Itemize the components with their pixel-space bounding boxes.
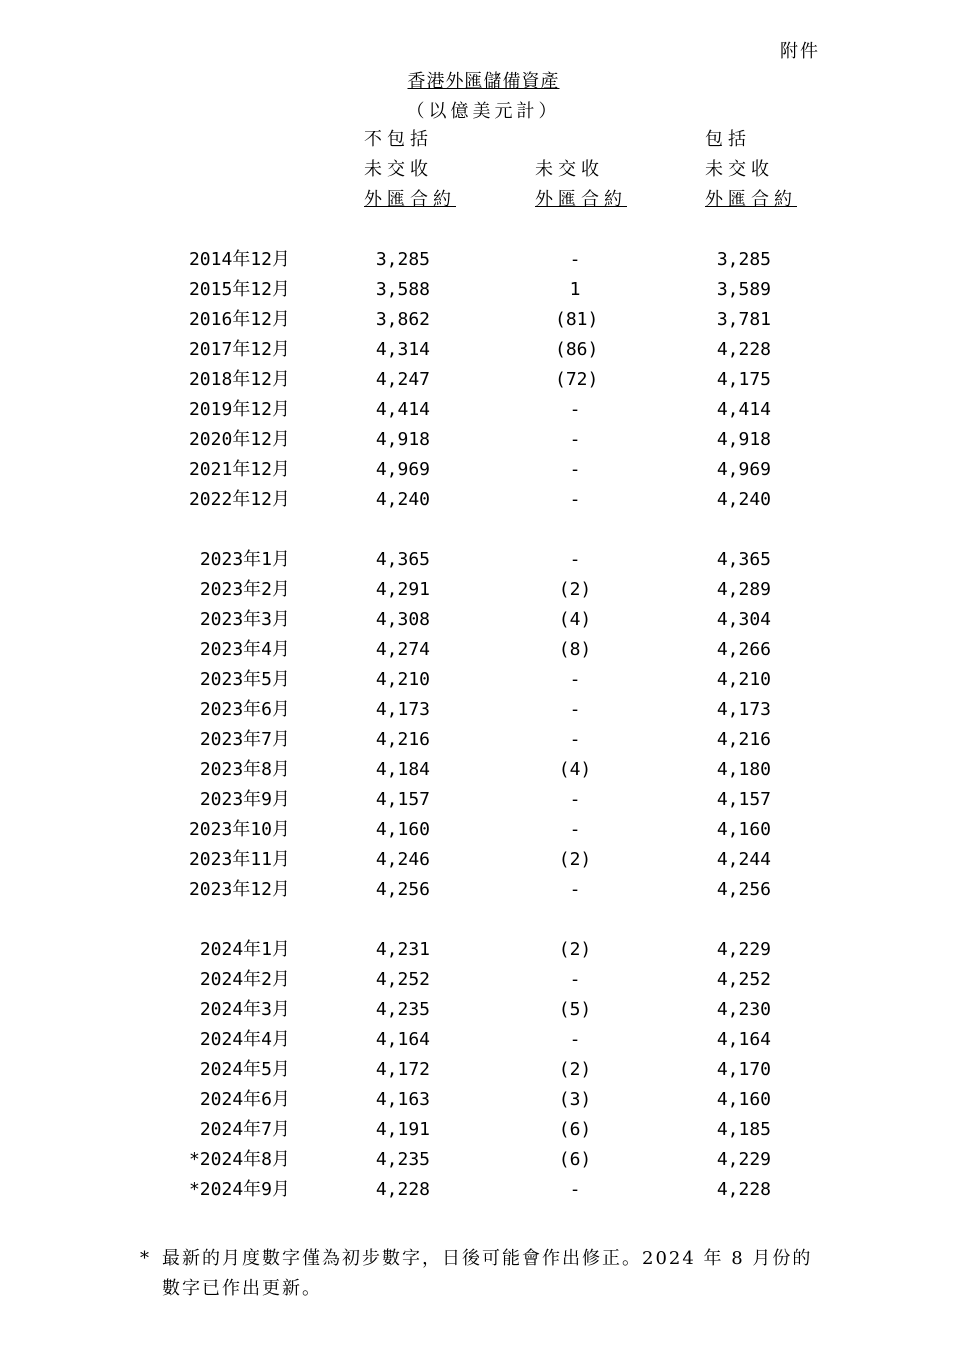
- row-unsettled: -: [569, 489, 581, 510]
- row-excluding: 4,314: [375, 339, 430, 360]
- row-date: 2024年6月: [199, 1089, 290, 1110]
- row-excluding: 3,862: [375, 309, 430, 330]
- row-date: 2024年1月: [199, 939, 290, 960]
- row-excluding: 3,285: [375, 249, 430, 270]
- row-date: 2023年7月: [199, 729, 290, 750]
- row-unsettled: -: [569, 549, 581, 570]
- row-excluding: 4,157: [375, 789, 430, 810]
- row-including: 4,244: [716, 849, 771, 870]
- row-unsettled: (81): [555, 309, 599, 330]
- row-including: 4,289: [716, 579, 771, 600]
- row-date: 2023年4月: [199, 639, 290, 660]
- row-unsettled: -: [569, 789, 581, 810]
- row-unsettled: (8): [558, 639, 592, 660]
- row-unsettled: -: [569, 819, 581, 840]
- row-date: 2024年3月: [199, 999, 290, 1020]
- row-excluding: 4,164: [375, 1029, 430, 1050]
- row-excluding: 4,308: [375, 609, 430, 630]
- row-including: 4,969: [716, 459, 771, 480]
- row-excluding: 4,231: [375, 939, 430, 960]
- row-date: 2016年12月: [188, 309, 290, 330]
- page-title: [0, 67, 967, 93]
- header-including-line1: 包括: [705, 129, 751, 150]
- row-unsettled: -: [569, 459, 581, 480]
- table-row: [0, 755, 967, 785]
- row-date: 2022年12月: [188, 489, 290, 510]
- table-row: [0, 485, 967, 515]
- row-excluding: 4,163: [375, 1089, 430, 1110]
- row-unsettled: (3): [558, 1089, 592, 1110]
- row-including: 4,229: [716, 939, 771, 960]
- row-date: 2023年1月: [199, 549, 290, 570]
- row-date: 2018年12月: [188, 369, 290, 390]
- row-excluding: 4,235: [375, 999, 430, 1020]
- table-row: [0, 455, 967, 485]
- header-including-line3: 外匯合約: [705, 189, 797, 210]
- row-including: 4,157: [716, 789, 771, 810]
- row-date: 2017年12月: [188, 339, 290, 360]
- table-row: [0, 695, 967, 725]
- row-including: 4,175: [716, 369, 771, 390]
- table-row: [0, 335, 967, 365]
- row-excluding: 3,588: [375, 279, 430, 300]
- row-unsettled: (2): [558, 1059, 592, 1080]
- row-unsettled: (4): [558, 609, 592, 630]
- row-excluding: 4,969: [375, 459, 430, 480]
- row-date: 2023年12月: [188, 879, 290, 900]
- table-row: [0, 1025, 967, 1055]
- row-excluding: 4,173: [375, 699, 430, 720]
- row-unsettled: (86): [555, 339, 599, 360]
- row-excluding: 4,240: [375, 489, 430, 510]
- table-row: [0, 995, 967, 1025]
- table-row: [0, 545, 967, 575]
- footnote-marker: *: [140, 1248, 151, 1269]
- row-unsettled: (2): [558, 939, 592, 960]
- header-including-line2: 未交收: [705, 159, 774, 180]
- row-including: 4,256: [716, 879, 771, 900]
- row-excluding: 4,191: [375, 1119, 430, 1140]
- row-excluding: 4,172: [375, 1059, 430, 1080]
- table-row: [0, 875, 967, 905]
- row-excluding: 4,274: [375, 639, 430, 660]
- row-excluding: 4,365: [375, 549, 430, 570]
- row-date: 2023年3月: [199, 609, 290, 630]
- row-excluding: 4,246: [375, 849, 430, 870]
- table-row: [0, 1055, 967, 1085]
- table-row: [0, 785, 967, 815]
- row-excluding: 4,210: [375, 669, 430, 690]
- table-row: [0, 665, 967, 695]
- row-including: 4,185: [716, 1119, 771, 1140]
- row-date: 2019年12月: [188, 399, 290, 420]
- row-including: 4,252: [716, 969, 771, 990]
- table-row: [0, 815, 967, 845]
- row-date: 2021年12月: [188, 459, 290, 480]
- table-row: [0, 605, 967, 635]
- row-unsettled: -: [569, 249, 581, 270]
- row-date: 2014年12月: [188, 249, 290, 270]
- title-text: 香港外匯儲備資產: [407, 71, 560, 92]
- row-unsettled: (72): [555, 369, 599, 390]
- row-date: 2024年7月: [199, 1119, 290, 1140]
- row-including: 4,173: [716, 699, 771, 720]
- table-row: [0, 425, 967, 455]
- row-including: 4,228: [716, 339, 771, 360]
- row-date: 2015年12月: [188, 279, 290, 300]
- row-including: 3,781: [716, 309, 771, 330]
- footnote-text: 最新的月度數字僅為初步數字，日後可能會作出修正。2024 年 8 月份的數字已作出更新。: [162, 1248, 813, 1299]
- row-including: 4,365: [716, 549, 771, 570]
- table-row: [0, 635, 967, 665]
- footnote: [140, 1244, 830, 1304]
- row-excluding: 4,918: [375, 429, 430, 450]
- row-unsettled: -: [569, 699, 581, 720]
- table-row: [0, 1175, 967, 1205]
- row-unsettled: -: [569, 399, 581, 420]
- row-including: 4,180: [716, 759, 771, 780]
- row-excluding: 4,216: [375, 729, 430, 750]
- header-excluding: [364, 125, 456, 215]
- row-date: 2024年2月: [199, 969, 290, 990]
- row-including: 4,160: [716, 819, 771, 840]
- row-including: 4,230: [716, 999, 771, 1020]
- row-date: 2023年11月: [188, 849, 290, 870]
- row-excluding: 4,256: [375, 879, 430, 900]
- row-including: 4,240: [716, 489, 771, 510]
- row-date: *2024年9月: [188, 1179, 290, 1200]
- row-unsettled: 1: [569, 279, 581, 300]
- row-date: 2023年8月: [199, 759, 290, 780]
- row-including: 4,918: [716, 429, 771, 450]
- row-excluding: 4,228: [375, 1179, 430, 1200]
- table-row: [0, 275, 967, 305]
- row-unsettled: (2): [558, 849, 592, 870]
- row-excluding: 4,235: [375, 1149, 430, 1170]
- header-including: [705, 125, 797, 215]
- row-date: 2023年9月: [199, 789, 290, 810]
- row-including: 4,164: [716, 1029, 771, 1050]
- row-including: 4,229: [716, 1149, 771, 1170]
- row-excluding: 4,184: [375, 759, 430, 780]
- row-unsettled: (4): [558, 759, 592, 780]
- row-date: 2024年5月: [199, 1059, 290, 1080]
- table-row: [0, 245, 967, 275]
- row-date: *2024年8月: [188, 1149, 290, 1170]
- table-row: [0, 1115, 967, 1145]
- row-unsettled: -: [569, 879, 581, 900]
- header-excluding-line3: 外匯合約: [364, 189, 456, 210]
- row-date: 2023年2月: [199, 579, 290, 600]
- row-date: 2023年5月: [199, 669, 290, 690]
- row-including: 4,304: [716, 609, 771, 630]
- table-row: [0, 725, 967, 755]
- row-date: 2024年4月: [199, 1029, 290, 1050]
- table-row: [0, 1145, 967, 1175]
- row-date: 2023年10月: [188, 819, 290, 840]
- row-including: 4,414: [716, 399, 771, 420]
- row-excluding: 4,414: [375, 399, 430, 420]
- row-unsettled: (2): [558, 579, 592, 600]
- row-excluding: 4,291: [375, 579, 430, 600]
- row-including: 4,216: [716, 729, 771, 750]
- header-unsettled: [535, 155, 627, 215]
- table-row: [0, 365, 967, 395]
- row-including: 4,160: [716, 1089, 771, 1110]
- header-excluding-line2: 未交收: [364, 159, 433, 180]
- row-including: 3,589: [716, 279, 771, 300]
- unit-caption: （以億美元計）: [406, 101, 561, 122]
- row-date: 2020年12月: [188, 429, 290, 450]
- table-row: [0, 1085, 967, 1115]
- row-excluding: 4,252: [375, 969, 430, 990]
- row-excluding: 4,247: [375, 369, 430, 390]
- table-row: [0, 395, 967, 425]
- table-row: [0, 935, 967, 965]
- row-including: 3,285: [716, 249, 771, 270]
- table-row: [0, 575, 967, 605]
- row-unsettled: -: [569, 969, 581, 990]
- header-excluding-line1: 不包括: [364, 129, 433, 150]
- header-unsettled-line2: 外匯合約: [535, 189, 627, 210]
- row-excluding: 4,160: [375, 819, 430, 840]
- row-unsettled: (5): [558, 999, 592, 1020]
- table-row: [0, 965, 967, 995]
- row-unsettled: -: [569, 1029, 581, 1050]
- row-unsettled: -: [569, 429, 581, 450]
- row-unsettled: -: [569, 729, 581, 750]
- row-including: 4,266: [716, 639, 771, 660]
- annex-label: 附件: [780, 41, 820, 62]
- row-unsettled: (6): [558, 1149, 592, 1170]
- header-unsettled-line1: 未交收: [535, 159, 604, 180]
- table-row: [0, 845, 967, 875]
- row-unsettled: (6): [558, 1119, 592, 1140]
- row-date: 2023年6月: [199, 699, 290, 720]
- table-row: [0, 305, 967, 335]
- row-unsettled: -: [569, 1179, 581, 1200]
- row-including: 4,210: [716, 669, 771, 690]
- row-including: 4,228: [716, 1179, 771, 1200]
- row-including: 4,170: [716, 1059, 771, 1080]
- row-unsettled: -: [569, 669, 581, 690]
